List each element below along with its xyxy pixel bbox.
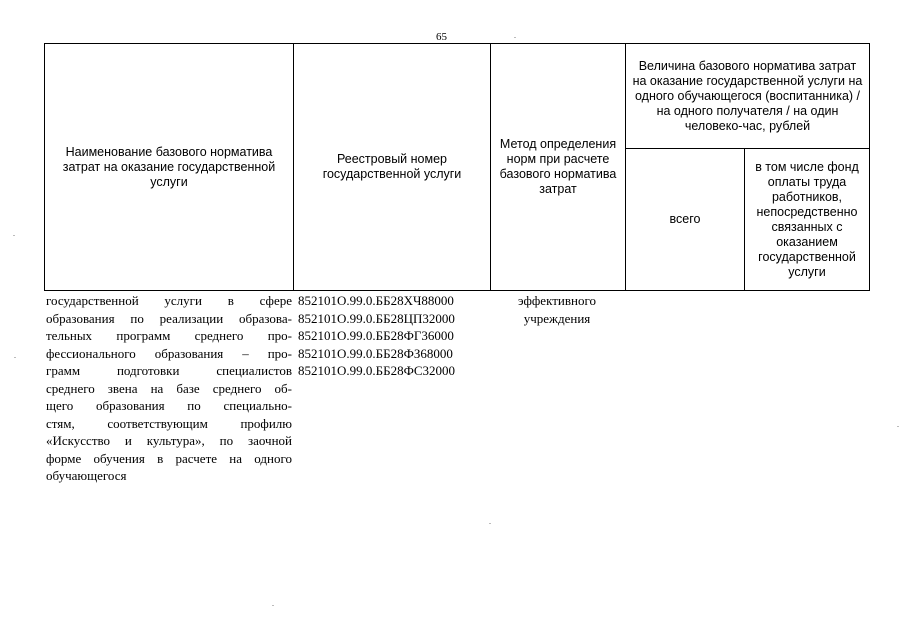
header-col-payroll-text: в том числе фонд оплаты труда работников, непосредственно связанных с оказанием государственной услуги: [755, 159, 859, 279]
service-name-line: образования по реализации образова-: [46, 310, 292, 326]
service-name-line: тельных программ среднего про-: [46, 328, 292, 343]
method-text: [493, 292, 621, 327]
service-name-line: стям, соответствующим профилю: [46, 415, 292, 431]
header-col-method-text: Метод определения норм при расчете базового норматива затрат: [499, 137, 617, 196]
service-name-line: фессионального образования – про-: [46, 345, 292, 361]
scan-speck: [897, 426, 899, 427]
service-name-line: среднего звена на базе среднего об-: [46, 380, 292, 396]
header-col-total-text: всего: [669, 212, 701, 226]
method-line: учреждения: [523, 310, 591, 326]
header-table: [44, 43, 870, 291]
registry-code: 852101О.99.0.ББ28ХЧ88000: [298, 293, 454, 308]
service-name-text: [46, 292, 292, 485]
registry-code: 852101О.99.0.ББ28ЦП32000: [298, 310, 455, 326]
header-col-name: [45, 44, 294, 291]
registry-code: 852101О.99.0.ББ28ФС32000: [298, 363, 456, 378]
scan-speck: [13, 235, 15, 236]
service-name-line: форме обучения в расчете на одного: [46, 450, 292, 466]
method-line: эффективного: [518, 293, 596, 308]
scan-speck: [272, 605, 274, 606]
scan-speck: [514, 37, 516, 38]
header-col-name-text: Наименование базового норматива затрат на оказание государственной услуги: [62, 144, 276, 189]
scan-speck: [14, 357, 16, 358]
registry-code: 852101О.99.0.ББ28ФЗ68000: [298, 345, 453, 361]
service-name-line: обучающегося: [46, 468, 127, 483]
service-name-line: щего образования по специально-: [46, 398, 292, 413]
registry-code: 852101О.99.0.ББ28ФГ36000: [298, 328, 454, 343]
header-col-payroll: [745, 149, 870, 291]
header-col-registry-text: Реестровый номер государственной услуги: [322, 152, 462, 181]
header-col-value-text: Величина базового норматива затрат на оказание государственной услуги на одного обучающегося (воспитанника) / на одного получателя / на один человеко-час, рублей: [632, 58, 863, 133]
service-name-line: грамм подготовки специалистов: [46, 363, 292, 378]
header-col-value: [626, 44, 870, 149]
registry-codes: [298, 292, 488, 380]
header-col-total: [626, 149, 745, 291]
page-number: 65: [436, 31, 447, 43]
scan-speck: [489, 523, 491, 524]
header-col-method: [491, 44, 626, 291]
service-name-line: «Искусство и культура», по заочной: [46, 433, 292, 448]
header-col-registry: [294, 44, 491, 291]
service-name-line: государственной услуги в сфере: [46, 293, 292, 308]
